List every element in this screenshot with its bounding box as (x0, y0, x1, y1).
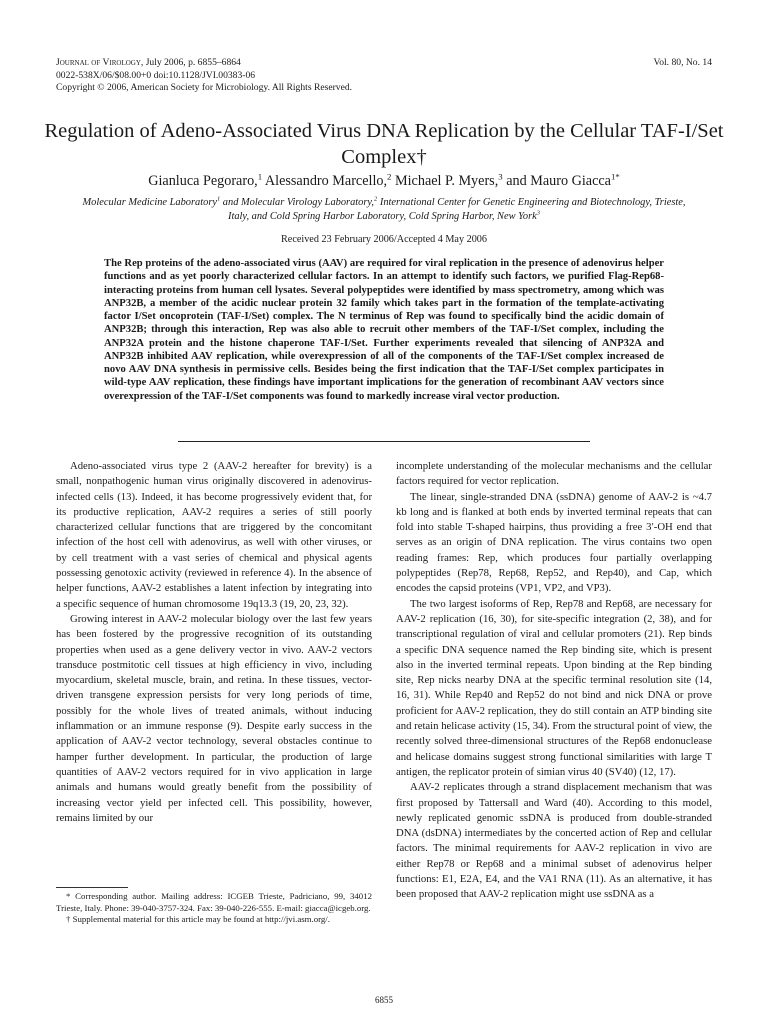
affiliation-text: International Center for Genetic Engineering and Biotechnology, Trieste, Italy, and Cold Spring Harbor Laboratory, Cold Spring Harbor, New York (228, 197, 686, 222)
author-name: Gianluca Pegoraro, (148, 173, 258, 189)
body-paragraph: The two largest isoforms of Rep, Rep78 and Rep68, are necessary for AAV-2 replication (16, 30), for site-specific integration (2, 38), and for transcriptional regulation of viral and cellular promoters (21). Rep binds a specific DNA sequence named the Rep binding site, which is present also in the inverted terminal repeats. Upon binding at the Rep binding site, Rep nicks nearby DNA at the specific terminal resolution site (14, 16, 31). While Rep40 and Rep52 do not bind and nick DNA or prove proficient for AAV-2 replication, they do still contain an ATP binding site and retain helicase activity (15, 34). From the structural point of view, the recently solved three-dimensional structures of the Rep68 endonuclease and helicase domains suggest strong functional similarities with large T antigen, the replicator protein of simian virus 40 (SV40) (12, 17). (396, 597, 712, 778)
affiliation-mark: 3 (536, 209, 540, 217)
author-name: and Mauro Giacca (506, 173, 611, 189)
journal-date-pages: , July 2006, p. 6855–6864 (140, 57, 241, 68)
author-name: Alessandro Marcello, (264, 173, 388, 189)
footnotes (56, 891, 372, 926)
body-paragraph-continued: incomplete understanding of the molecular mechanisms and the cellular factors required for vector replication. (396, 460, 712, 488)
received-dates: Received 23 February 2006/Accepted 4 May 2006 (281, 234, 487, 245)
footnote-corresponding-author: * Corresponding author. Mailing address: ICGEB Trieste, Padriciano, 99, 34012 Trieste, Italy. Phone: 39-040-3757-324. Fax: 39-040-226-555. E-mail: giacca@icgeb.org. (56, 891, 372, 913)
footnote-divider (56, 887, 128, 888)
affiliation-mark: 1 (216, 195, 221, 203)
journal-name: Journal of Virology (56, 57, 141, 68)
author-affiliation-mark: 3 (498, 171, 503, 182)
page-number: 6855 (375, 995, 393, 1005)
header-citation-line (56, 57, 712, 70)
author-list (40, 172, 728, 190)
affiliation-text: and Molecular Virology Laboratory, (220, 197, 375, 208)
header-issn-doi: 0022-538X/06/$08.00+0 doi:10.1128/JVI.00383-06 (56, 69, 256, 81)
running-header (56, 57, 712, 95)
author-name: Michael P. Myers, (395, 173, 499, 189)
body-paragraph: AAV-2 replicates through a strand displacement mechanism that was first proposed by Tattersall and Ward (40). According to this model, newly replicated genomic ssDNA is produced from double-stranded DNA (dsDNA) intermediates by the concerted action of Rep and cellular factors. The minimal requirements for AAV-2 replication in vivo are either Rep78 or Rep68 and a minimal subset of adenovirus helper functions: E1, E2A, E4, and the VA1 RNA (11). As an alternative, it has been proposed that AAV-2 replication might use ssDNA as a (396, 781, 712, 901)
header-volume: Vol. 80, No. 14 (653, 57, 712, 68)
affiliation-mark: 2 (374, 195, 378, 203)
body-paragraph: Growing interest in AAV-2 molecular biology over the last few years has been fostered by the progressive recognition of its outstanding properties when used as a gene delivery vector in vivo. AAV-2 vectors transduce postmitotic cell tissues at high efficiency in vivo, including myocardium, skeletal muscle, brain, and retina. In these tissues, vector-driven transgene expression persists for very long periods of time, possibly for the whole lives of treated animals, without inducing inflammation or an immune response (9). Despite early success in the application of AAV-2 vector technology, several obstacles continue to hamper further development. In particular, the production of large quantities of AAV-2 vectors required for in vivo application in large animals and humans would greatly benefit from the possibility of increasing vector yield per infected cell. This possibility, however, remains limited by our (56, 612, 372, 824)
article-title: Regulation of Adeno-Associated Virus DNA Replication by the Cellular TAF-I/Set Complex† (44, 120, 724, 168)
body-paragraph: Adeno-associated virus type 2 (AAV-2 hereafter for brevity) is a small, nonpathogenic human virus originally discovered in adenovirus-infected cells (13). Indeed, it has become progressively evident that, for its productive replication, AAV-2 requires a series of still poorly characterized cellular functions that are triggered by the concomitant infection of the host cell with adenovirus, as well with other viruses, or by cell treatment with a vast series of chemical and physical agents possessing genotoxic activity (reviewed in reference 4). In the absence of helper functions, AAV-2 establishes a latent infection by integrating into a specific sequence of human chromosome 19q13.3 (19, 20, 23, 32). (56, 460, 372, 610)
body-column-left (56, 459, 372, 826)
footnote-supplemental: † Supplemental material for this article may be found at http://jvi.asm.org/. (66, 914, 330, 925)
body-paragraph: The linear, single-stranded DNA (ssDNA) genome of AAV-2 is ~4.7 kb long and is flanked at both ends by inverted terminal repeats that can fold into stable T-shaped hairpins, thus providing a free 3′-OH end that serves as an origin of DNA replication. The virus contains two open reading frames: Rep, which produces four partially overlapping polypeptides (Rep78, Rep68, Rep52, and Rep40), and Cap, which encodes the capsid proteins (VP1, VP2, and VP3). (396, 490, 712, 595)
abstract: The Rep proteins of the adeno-associated virus (AAV) are required for viral replication in the presence of adenovirus helper functions and as yet poorly characterized cellular factors. In an attempt to identify such factors, we purified Flag-Rep68-interacting proteins from human cell lysates. Several polypeptides were identified by mass spectrometry, among which was ANP32B, a member of the acidic nuclear protein 32 family which takes part in the formation of the template-activating factor I/Set oncoprotein (TAF-I/Set) complex. The N terminus of Rep was found to specifically bind the acidic domain of ANP32B; through this interaction, Rep was also able to recruit other members of the TAF-I/Set complex, including the ANP32A protein and the histone chaperone TAF-I/Set. Further experiments revealed that silencing of ANP32A and ANP32B inhibited AAV replication, while overexpression of all of the components of the TAF-I/Set complex increased de novo AAV DNA synthesis in permissive cells. Besides being the first indication that the TAF-I/Set complex participates in wild-type AAV replication, these findings have important implications for the generation of recombinant AAV vectors since overexpression of the TAF-I/Set components was found to markedly increase viral vector production. (104, 258, 664, 402)
affiliation-text: Molecular Medicine Laboratory (82, 197, 217, 208)
header-copyright: Copyright © 2006, American Society for Microbiology. All Rights Reserved. (56, 82, 353, 94)
section-divider (178, 441, 590, 442)
body-column-right (396, 459, 712, 903)
author-affiliation-mark: 1 (257, 171, 263, 182)
author-affiliation-mark: 1* (610, 171, 620, 182)
affiliations (80, 196, 688, 223)
author-affiliation-mark: 2 (387, 171, 392, 182)
